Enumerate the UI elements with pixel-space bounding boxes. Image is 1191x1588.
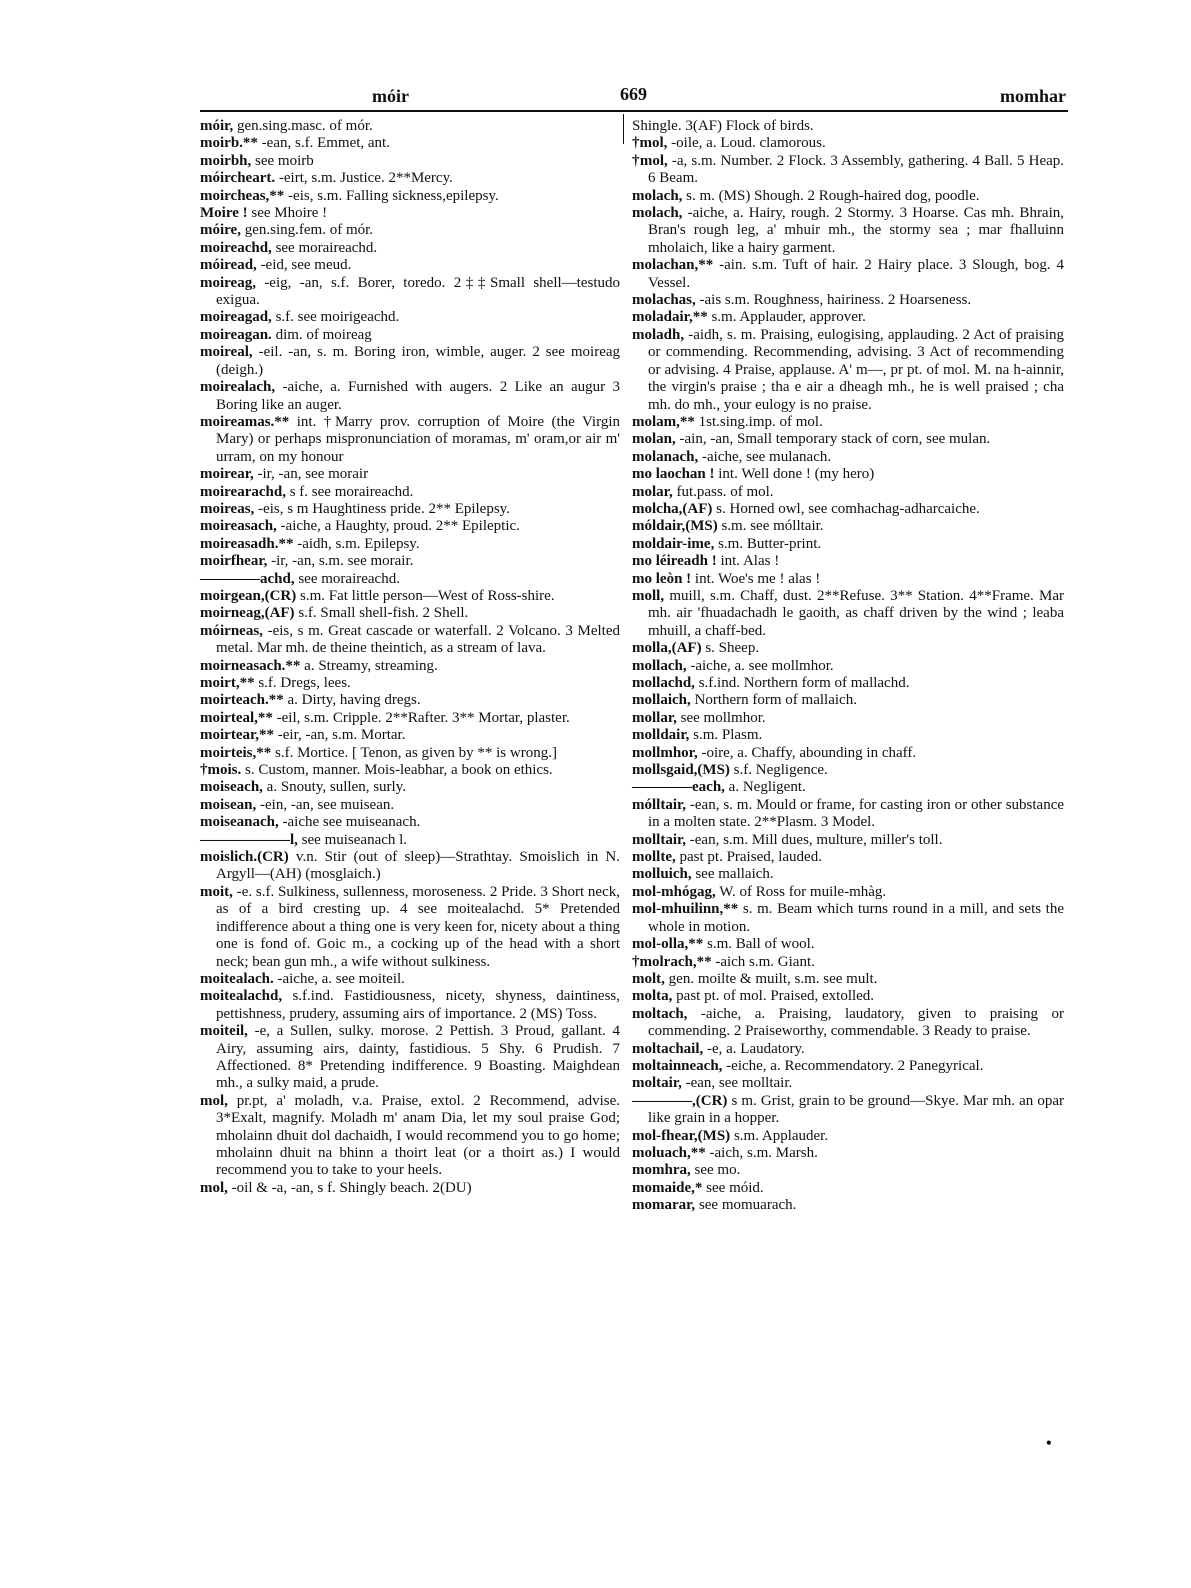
entry-headword: mollte, (632, 849, 676, 866)
dictionary-entry (632, 518, 1064, 535)
dictionary-entry (632, 901, 1064, 936)
entry-definition: -eil, s.m. Cripple. 2**Rafter. 3** Mortar, plaster. (276, 709, 570, 726)
entry-headword: moirfhear, (200, 553, 268, 570)
entry-definition: -eis, s.m. Falling sickness,epilepsy. (288, 187, 499, 204)
entry-headword: mol, (200, 1092, 228, 1109)
dictionary-entry (200, 170, 620, 187)
entry-definition: s.f.ind. Fastidiousness, nicety, shyness, daintiness, pettishness, prudery, assuming airs of importance. 2 (MS) Toss. (216, 988, 621, 1022)
dictionary-entry (632, 257, 1064, 292)
entry-headword: moireachd, (200, 239, 272, 256)
entry-headword: †molrach,** (632, 953, 712, 970)
entry-headword: móiread, (200, 257, 257, 274)
entry-headword: molach, (632, 187, 683, 204)
entry-headword: moiseanach, (200, 814, 279, 831)
dictionary-entry (200, 309, 620, 326)
entry-definition: -eid, see meud. (260, 257, 352, 274)
entry-definition: s.m. Butter-print. (718, 535, 822, 552)
entry-headword: moirteis,** (200, 744, 272, 761)
entry-headword: ————achd, (200, 570, 295, 587)
entry-headword: moireamas.** (200, 413, 290, 430)
entry-headword: momarar, (632, 1197, 696, 1214)
entry-definition: -ein, -an, see muisean. (260, 796, 395, 813)
dictionary-entry (200, 710, 620, 727)
entry-definition: -e. s.f. Sulkiness, sullenness, moroseness. 2 Pride. 3 Short neck, as of a bird cresting up. 4 see moitealachd. 5* Pretended indifference about a thing one is very keen for, nicety about a thing one is fond of. Goic m., a cocking up of the head with a short neck; bean gun mh., a wife without sulkiness. (216, 883, 620, 970)
dictionary-entry (200, 849, 620, 884)
entry-definition: -aidh, s.m. Epilepsy. (297, 535, 420, 552)
entry-definition: s.f.ind. Northern form of mallachd. (698, 675, 910, 691)
entry-headword: moldair-ime, (632, 535, 715, 552)
entry-headword: molanach, (632, 448, 699, 465)
entry-definition: -ean, s.m. Mill dues, multure, miller's toll. (689, 831, 943, 848)
dictionary-entry (632, 988, 1064, 1005)
entry-definition: see mollmhor. (680, 709, 766, 726)
running-header (200, 86, 1068, 112)
header-right-guide-word: momhar (1000, 86, 1066, 106)
dictionary-entry (632, 1058, 1064, 1075)
dictionary-entry (632, 571, 1064, 588)
entry-headword: moirbh, (200, 152, 252, 169)
entry-definition: s. Horned owl, see comhachag-adharcaiche. (716, 500, 980, 517)
entry-headword: moireagad, (200, 309, 272, 326)
entry-headword: ————,(CR) (632, 1092, 728, 1109)
entry-definition: -e, a. Laudatory. (707, 1040, 805, 1057)
dictionary-entry (632, 1041, 1064, 1058)
page-number: 669 (620, 84, 647, 104)
entry-headword: molachan,** (632, 257, 714, 274)
entry-headword: móldair,(MS) (632, 518, 718, 535)
entry-definition: -aidh, s. m. Praising, eulogising, applauding. 2 Act of praising or commending. Recommending, advising. 3 Act of recommending or advising. 4 Praise, applause. A' m—, pr pt. of mol. M. na h-ainnir, the virgin's praise ; tha e air a dheagh mh., he is well praised ; cha mh. do mh., your eulogy is no praise. (648, 326, 1065, 413)
entry-definition: see mallaich. (695, 866, 774, 883)
entry-headword: moirear, (200, 466, 254, 483)
entry-headword: molltair, (632, 831, 687, 848)
entry-headword: moltach, (632, 1005, 688, 1022)
dictionary-entry (632, 692, 1064, 709)
dictionary-entry (200, 971, 620, 988)
dictionary-entry (200, 797, 620, 814)
entry-definition: -ain, -an, Small temporary stack of corn, see mulan. (679, 431, 991, 448)
entry-definition: int. Alas ! (720, 553, 780, 570)
entry-definition: -oil & -a, -an, s f. Shingly beach. 2(DU) (231, 1179, 472, 1196)
entry-headword: mol-olla,** (632, 936, 704, 953)
entry-headword: mollachd, (632, 675, 695, 691)
entry-headword: moirealach, (200, 379, 276, 396)
entry-definition: -ir, -an, s.m. see morair. (271, 553, 414, 570)
dictionary-entry (200, 623, 620, 658)
dictionary-entry (632, 205, 1064, 257)
dictionary-entry (200, 501, 620, 518)
dictionary-entry (632, 466, 1064, 483)
entry-definition: see mo. (694, 1162, 741, 1179)
dictionary-entry (632, 431, 1064, 448)
entry-headword: moiteil, (200, 1023, 248, 1040)
dictionary-entry (632, 536, 1064, 553)
entry-headword: móir, (200, 118, 234, 134)
entry-headword: moireag, (200, 274, 256, 291)
entry-headword: moireasach, (200, 518, 277, 535)
entry-headword: molachas, (632, 292, 696, 309)
entry-headword: mol-fhear,(MS) (632, 1127, 731, 1144)
entry-headword: mo léireadh ! (632, 553, 717, 570)
dictionary-entry (632, 954, 1064, 971)
dictionary-entry (200, 884, 620, 971)
dictionary-entry (632, 188, 1064, 205)
entry-definition: s.m. Fat little person—West of Ross-shire. (299, 587, 555, 604)
entry-headword: †mois. (200, 762, 242, 779)
entry-definition: -ean, s. m. Mould or frame, for casting iron or other substance in a molten state. 2**Plasm. 3 Model. (648, 796, 1065, 831)
entry-headword: moirneag,(AF) (200, 605, 295, 622)
entry-definition: a. Dirty, having dregs. (287, 692, 421, 709)
entry-headword: mollar, (632, 709, 677, 726)
entry-definition: see moirb (255, 152, 314, 169)
dictionary-entry (200, 484, 620, 501)
entry-definition: see moraireachd. (275, 239, 378, 256)
dictionary-entry (200, 327, 620, 344)
dictionary-entry (200, 344, 620, 379)
entry-definition: -aiche, a. Praising, laudatory, given to praising or commending. 2 Praiseworthy, commendable. 3 Ready to praise. (648, 1005, 1064, 1040)
entry-definition: -eig, -an, s.f. Borer, toredo. 2‡‡Small shell—testudo exigua. (216, 274, 620, 309)
entry-definition: s. m. (MS) Shough. 2 Rough-haired dog, poodle. (686, 187, 980, 204)
dictionary-entry (632, 309, 1064, 326)
entry-definition: gen.sing.fem. of mór. (244, 222, 374, 239)
entry-headword: moirt,** (200, 675, 255, 691)
dictionary-entry (632, 1006, 1064, 1041)
entry-headword: mol-mhuilinn,** (632, 901, 739, 918)
dictionary-entry (632, 292, 1064, 309)
entry-headword: ————each, (632, 779, 725, 796)
entry-definition: -eirt, s.m. Justice. 2**Mercy. (278, 170, 453, 187)
dictionary-entry (200, 118, 620, 135)
entry-definition: Shingle. 3(AF) Flock of birds. (632, 118, 814, 134)
entry-headword: moll, (632, 587, 665, 604)
entry-headword: moladh, (632, 326, 685, 343)
entry-definition: -ais s.m. Roughness, hairiness. 2 Hoarseness. (699, 292, 972, 309)
entry-definition: a. Negligent. (728, 779, 806, 796)
entry-headword: molan, (632, 431, 676, 448)
entry-definition: -aiche, a. Furnished with augers. 2 Like an augur 3 Boring like an auger. (216, 379, 620, 413)
entry-headword: moisean, (200, 796, 257, 813)
dictionary-entry (200, 779, 620, 796)
dictionary-entry (632, 327, 1064, 414)
dictionary-entry (632, 588, 1064, 640)
entry-definition: dim. of moireag (275, 326, 372, 343)
dictionary-entry (200, 745, 620, 762)
entry-headword: moltainneach, (632, 1057, 723, 1074)
entry-headword: móire, (200, 222, 241, 239)
dictionary-entry (200, 571, 620, 588)
entry-definition: -aiche, a. see moiteil. (277, 970, 405, 987)
dictionary-entry (632, 710, 1064, 727)
dictionary-entry (632, 936, 1064, 953)
entry-definition: s.f. Mortice. [ Tenon, as given by ** is wrong.] (274, 744, 557, 761)
entry-headword: moireagan. (200, 326, 272, 343)
dictionary-entry (632, 849, 1064, 866)
entry-headword: moislich.(CR) (200, 849, 289, 866)
entry-headword: moiseach, (200, 779, 263, 796)
dictionary-entry (632, 971, 1064, 988)
entry-headword: Moire ! (200, 205, 248, 222)
dictionary-entry (200, 762, 620, 779)
dictionary-entry (632, 1197, 1064, 1214)
entry-headword: mo leòn ! (632, 570, 692, 587)
entry-headword: móirneas, (200, 622, 263, 639)
dictionary-entry (632, 153, 1064, 188)
entry-definition: fut.pass. of mol. (676, 483, 774, 500)
entry-definition: s.m. see mólltair. (721, 518, 824, 535)
dictionary-entry (200, 275, 620, 310)
dictionary-entry (632, 832, 1064, 849)
entry-definition: -aiche, see mulanach. (702, 448, 832, 465)
entry-definition: -ain. s.m. Tuft of hair. 2 Hairy place. 3 Slough, bog. 4 Vessel. (648, 257, 1065, 291)
entry-headword: molach, (632, 205, 683, 222)
entry-definition: -ir, -an, see morair (257, 466, 369, 483)
entry-headword: molcha,(AF) (632, 500, 713, 517)
entry-headword: mollaich, (632, 692, 691, 709)
entry-definition: a. Snouty, sullen, surly. (266, 779, 406, 796)
dictionary-entry (632, 658, 1064, 675)
entry-headword: moirgean,(CR) (200, 587, 297, 604)
entry-headword: mollmhor, (632, 744, 698, 761)
entry-definition: -aiche, a Haughty, proud. 2** Epileptic. (280, 518, 520, 535)
entry-headword: molla,(AF) (632, 640, 702, 657)
dictionary-entry (200, 588, 620, 605)
dictionary-entry (200, 414, 620, 466)
dictionary-entry (632, 797, 1064, 832)
dictionary-entry (200, 379, 620, 414)
entry-definition: 1st.sing.imp. of mol. (698, 413, 823, 430)
dictionary-entry (632, 414, 1064, 431)
dictionary-entry (200, 605, 620, 622)
entry-definition: -eir, -an, s.m. Mortar. (277, 727, 406, 744)
entry-definition: muill, s.m. Chaff, dust. 2**Refuse. 3** Station. 4**Frame. Mar mh. air 'fhuadachadh le gaoith, as chaff driven by the wind ; leaba mhuill, a chaff-bed. (648, 587, 1065, 639)
dictionary-entry (632, 675, 1064, 692)
entry-definition: s. Custom, manner. Mois-leabhar, a book on ethics. (245, 762, 553, 779)
entry-headword: moireal, (200, 344, 253, 361)
entry-headword: mólltair, (632, 796, 687, 813)
entry-definition: -aich s.m. Giant. (715, 953, 815, 970)
dictionary-entry (200, 832, 620, 849)
entry-definition: s.f. see moirigeachd. (275, 309, 400, 326)
dictionary-entry (632, 501, 1064, 518)
entry-headword: moirtear,** (200, 727, 275, 744)
dictionary-entry (200, 466, 620, 483)
dictionary-entry (200, 240, 620, 257)
entry-definition: s m. Grist, grain to be ground—Skye. Mar mh. an opar like grain in a hopper. (648, 1092, 1064, 1127)
column-divider (623, 114, 624, 144)
entry-definition: W. of Ross for muile-mhàg. (719, 883, 887, 900)
entry-definition: -eis, s m. Great cascade or waterfall. 2 Volcano. 3 Melted metal. Mar mh. de theine theintich, as a stream of lava. (216, 622, 621, 657)
dictionary-entry (200, 518, 620, 535)
entry-definition: int. Well done ! (my hero) (718, 466, 875, 483)
dictionary-entry (200, 188, 620, 205)
dictionary-entry (200, 1023, 620, 1093)
dictionary-entry (632, 745, 1064, 762)
dictionary-entry (632, 484, 1064, 501)
entry-headword: momhra, (632, 1162, 691, 1179)
entry-definition: see moraireachd. (298, 570, 400, 587)
entry-headword: molar, (632, 483, 673, 500)
entry-definition: -oile, a. Loud. clamorous. (671, 135, 826, 152)
dictionary-entry (632, 762, 1064, 779)
entry-definition: s f. see moraireachd. (289, 483, 414, 500)
entry-headword: †mol, (632, 152, 668, 169)
entry-definition: -eis, s m Haughtiness pride. 2** Epilepsy. (258, 500, 510, 517)
dictionary-entry (200, 257, 620, 274)
entry-definition: s.f. Dregs, lees. (258, 675, 351, 691)
entry-definition: int. Woe's me ! alas ! (694, 570, 821, 587)
dictionary-entry (200, 692, 620, 709)
entry-definition: see móid. (706, 1179, 764, 1196)
dictionary-entry (200, 814, 620, 831)
entry-definition: -aiche, a. Hairy, rough. 2 Stormy. 3 Hoarse. Cas mh. Bhrain, Bran's rough leg, a' mhuir mh., the stormy sea ; mar fhalluinn mholaich, like a hairy garment. (648, 205, 1065, 256)
entry-headword: moireasadh.** (200, 535, 294, 552)
entry-headword: ——————l, (200, 831, 298, 848)
entry-definition: s.m. Plasm. (693, 727, 763, 744)
entry-headword: molta, (632, 988, 673, 1005)
entry-definition: s.f. Small shell-fish. 2 Shell. (298, 605, 469, 622)
dictionary-entry (200, 658, 620, 675)
entry-headword: momaide,* (632, 1179, 703, 1196)
entry-headword: molldair, (632, 727, 690, 744)
entry-headword: moitealach. (200, 970, 274, 987)
entry-headword: molam,** (632, 413, 695, 430)
entry-definition: -aich, s.m. Marsh. (709, 1144, 818, 1161)
dictionary-entry (632, 866, 1064, 883)
entry-definition: int. †Marry prov. corruption of Moire (the Virgin Mary) or perhaps mispronunciation of moramas, m' oram,or air m' urram, on my honour (216, 413, 620, 465)
entry-headword: molt, (632, 970, 665, 987)
entry-definition: v.n. Stir (out of sleep)—Strathtay. Smoislich in N. Argyll—(AH) (mosglaich.) (216, 849, 620, 883)
entry-definition: past pt. of mol. Praised, extolled. (676, 988, 875, 1005)
dictionary-entry (200, 222, 620, 239)
entry-headword: mo laochan ! (632, 466, 715, 483)
entry-headword: moluach,** (632, 1144, 706, 1161)
left-column (200, 118, 620, 1197)
entry-definition: Northern form of mallaich. (694, 692, 857, 709)
entry-definition: -e, a Sullen, sulky. morose. 2 Pettish. 3 Proud, gallant. 4 Airy, assuming airs, dainty, fastidious. 5 Shy. 6 Prudish. 7 Affectioned. 8* Pretending indifference. 9 Boasting. Maighdean mh., a sulky maid, a prude. (216, 1023, 620, 1092)
dictionary-entry (200, 1180, 620, 1197)
header-left-guide-word: móir (372, 86, 409, 106)
entry-definition: -eiche, a. Recommendatory. 2 Panegyrical. (726, 1057, 984, 1074)
dictionary-entry (632, 1162, 1064, 1179)
entry-definition: -oire, a. Chaffy, abounding in chaff. (701, 744, 917, 761)
entry-headword: moitealachd, (200, 988, 283, 1005)
entry-headword: moladair,** (632, 309, 708, 326)
dictionary-entry (632, 884, 1064, 901)
dictionary-entry (200, 727, 620, 744)
dictionary-entry (632, 1075, 1064, 1092)
entry-definition: s.m. Applauder, approver. (711, 309, 866, 326)
entry-definition: gen. moilte & muilt, s.m. see mult. (668, 970, 878, 987)
entry-definition: see Mhoire ! (251, 205, 328, 222)
entry-headword: †mol, (632, 135, 668, 152)
dictionary-entry (632, 553, 1064, 570)
header-rule (200, 110, 1068, 112)
stray-mark: • (1046, 1435, 1052, 1452)
dictionary-entry (200, 675, 620, 692)
entry-headword: moireas, (200, 500, 255, 517)
entry-definition: see momuarach. (698, 1197, 797, 1214)
entry-definition: a. Streamy, streaming. (304, 657, 438, 674)
entry-headword: moirneasach.** (200, 657, 301, 674)
dictionary-entry (632, 1093, 1064, 1128)
dictionary-entry (200, 988, 620, 1023)
dictionary-entry (632, 779, 1064, 796)
entry-definition: pr.pt, a' moladh, v.a. Praise, extol. 2 Recommend, advise. 3*Exalt, magnify. Moladh m' anam Dia, let my soul praise God; mholainn dhuit dol dachaidh, I would recommend you to go home; mholainn dhuit na bhinn a thoirt leat (or a thoirt as.) I would recommend you to take to your heels. (216, 1092, 620, 1179)
entry-headword: mollsgaid,(MS) (632, 762, 730, 779)
dictionary-entry (632, 449, 1064, 466)
entry-definition: -aiche see muiseanach. (282, 814, 421, 831)
entry-headword: moirteach.** (200, 692, 284, 709)
entry-definition: s. Sheep. (705, 640, 760, 657)
entry-headword: moit, (200, 883, 233, 900)
entry-headword: moircheas,** (200, 187, 285, 204)
entry-headword: móircheart. (200, 170, 276, 187)
entry-headword: mol, (200, 1179, 228, 1196)
entry-headword: moltachail, (632, 1040, 704, 1057)
dictionary-entry (200, 553, 620, 570)
dictionary-entry (200, 135, 620, 152)
entry-definition: gen.sing.masc. of mór. (236, 118, 373, 134)
entry-definition: s.m. Applauder. (733, 1127, 829, 1144)
entry-definition: -a, s.m. Number. 2 Flock. 3 Assembly, gathering. 4 Ball. 5 Heap. 6 Beam. (648, 152, 1065, 187)
entry-definition: -ean, s.f. Emmet, ant. (261, 135, 390, 152)
entry-headword: mol-mhógag, (632, 883, 716, 900)
entry-definition: past pt. Praised, lauded. (679, 849, 822, 866)
dictionary-entry (632, 727, 1064, 744)
entry-definition: -eil. -an, s. m. Boring iron, wimble, auger. 2 see moireag (deigh.) (216, 344, 621, 378)
entry-definition: s.f. Negligence. (733, 762, 828, 779)
dictionary-entry (632, 118, 1064, 135)
entry-headword: mollach, (632, 657, 687, 674)
entry-headword: molluich, (632, 866, 692, 883)
entry-headword: moltair, (632, 1075, 682, 1092)
dictionary-entry (632, 1128, 1064, 1145)
dictionary-entry (200, 536, 620, 553)
dictionary-entry (632, 1180, 1064, 1197)
dictionary-entry (200, 1093, 620, 1180)
entry-headword: moirearachd, (200, 483, 286, 500)
entry-headword: moirteal,** (200, 709, 273, 726)
dictionary-entry (200, 153, 620, 170)
entry-definition: s. m. Beam which turns round in a mill, and sets the whole in motion. (648, 901, 1065, 935)
right-column (632, 118, 1064, 1215)
entry-definition: -aiche, a. see mollmhor. (690, 657, 834, 674)
entry-definition: see muiseanach l. (301, 831, 408, 848)
dictionary-entry (632, 1145, 1064, 1162)
dictionary-entry (632, 640, 1064, 657)
dictionary-entry (200, 205, 620, 222)
entry-definition: s.m. Ball of wool. (707, 936, 815, 953)
dictionary-entry (632, 135, 1064, 152)
entry-headword: moirb.** (200, 135, 258, 152)
entry-definition: -ean, see molltair. (685, 1075, 793, 1092)
